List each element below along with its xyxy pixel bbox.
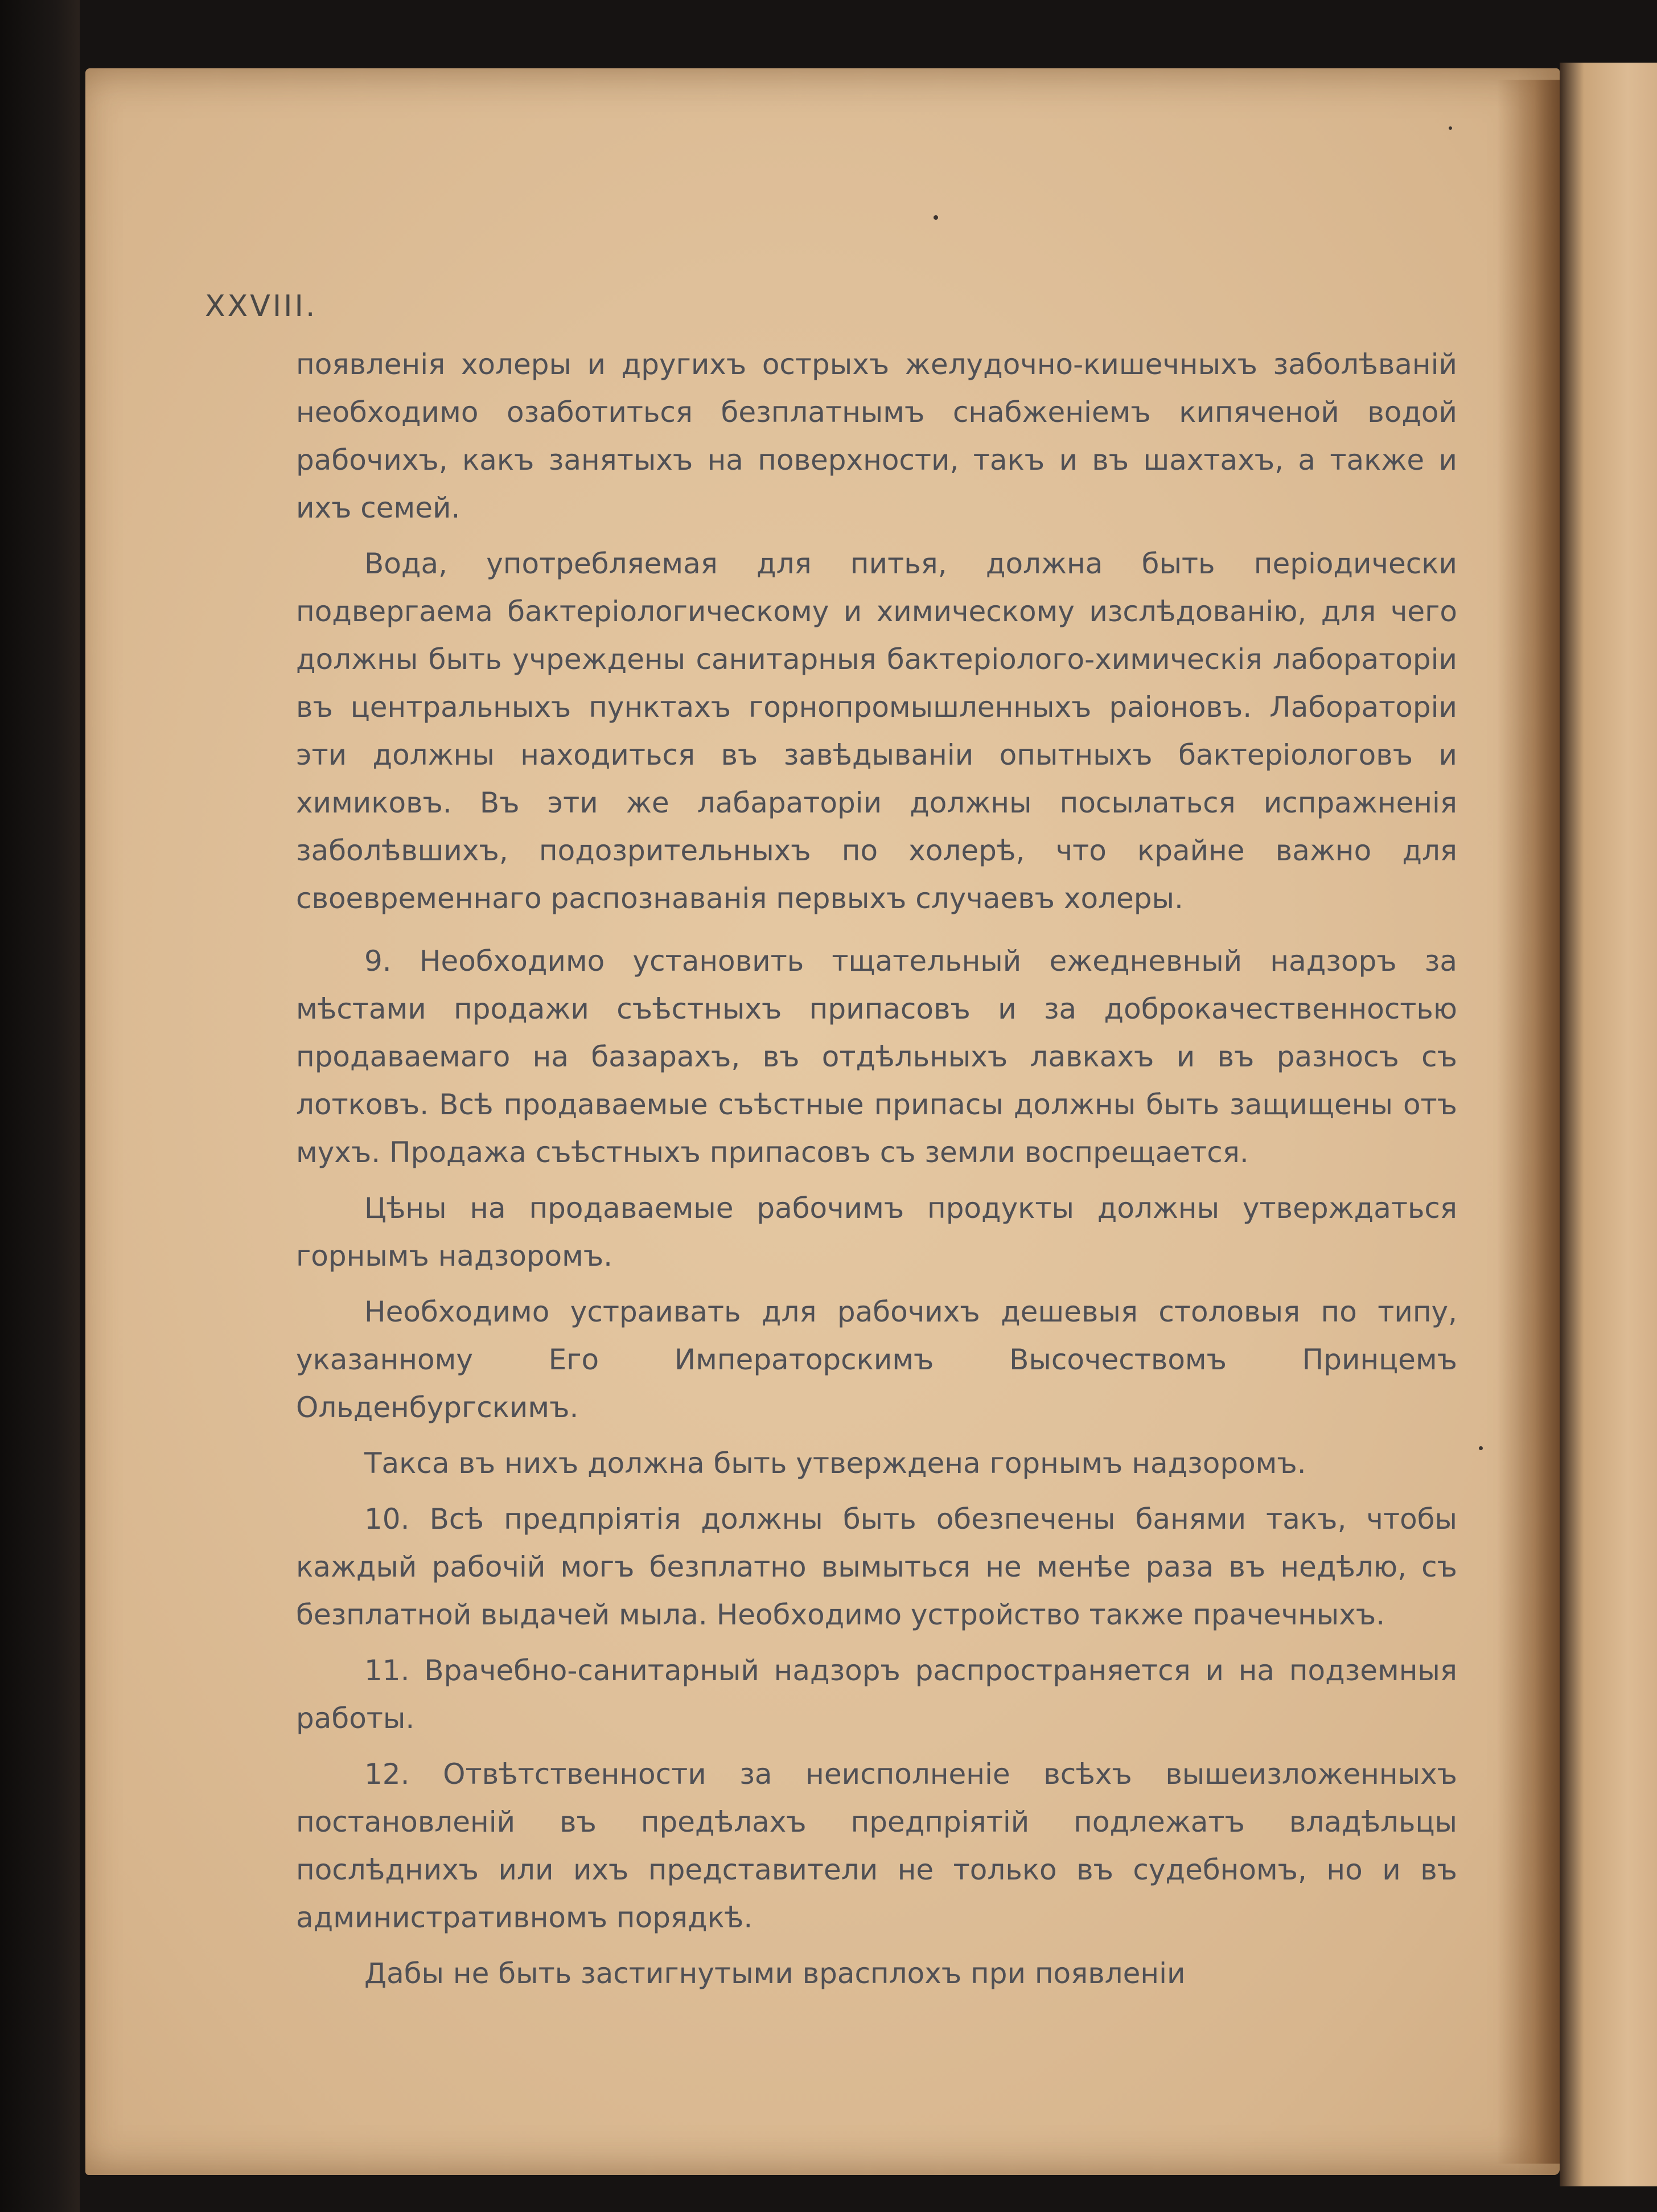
scan-background-left [0, 0, 80, 2212]
paragraph: Необходимо устраивать для рабочихъ дешевыя столовыя по типу, указанному Его Императорскимъ Высочествомъ Принцемъ Ольденбургскимъ. [296, 1295, 1457, 1424]
paragraph: Такса въ нихъ должна быть утверждена горнымъ надзоромъ. [364, 1447, 1306, 1480]
paragraph: появленія холеры и другихъ острыхъ желудочно-кишечныхъ заболѣваній необходимо озаботиться безплатнымъ снабженіемъ кипяченой водой рабочихъ, какъ занятыхъ на поверхности, такъ и въ шахтахъ, а также и ихъ семей. [296, 348, 1457, 524]
facing-page-edge [1560, 63, 1657, 2186]
paragraph-section-9: 9. Необходимо установить тщательный ежедневный надзоръ за мѣстами продажи съѣстныхъ припасовъ и за доброкачественностью продаваемаго на базарахъ, въ отдѣльныхъ лавкахъ и въ разносъ съ лотковъ. Всѣ продаваемые съѣстные припасы должны быть защищены отъ мухъ. Продажа съѣстныхъ припасовъ съ земли воспрещается. [296, 945, 1457, 1169]
paragraph-section-12: 12. Отвѣтственности за неисполненіе всѣхъ вышеизложенныхъ постановленій въ предѣлахъ предпріятій подлежатъ владѣльцы послѣднихъ или ихъ представители не только въ судебномъ, но и въ административномъ порядкѣ. [296, 1758, 1457, 1934]
paragraph-section-10: 10. Всѣ предпріятія должны быть обезпечены банями такъ, чтобы каждый рабочій могъ безплатно вымыться не менѣе раза въ недѣлю, съ безплатной выдачей мыла. Необходимо устройство также прачечныхъ. [296, 1503, 1457, 1631]
paper-speck [1449, 126, 1452, 130]
paper-speck [934, 215, 938, 220]
paragraph: Дабы не быть застигнутыми врасплохъ при появленіи [364, 1957, 1186, 1990]
paragraph: Вода, употребляемая для питья, должна быть періодически подвергаема бактеріологическому и химическому изслѣдованію, для чего должны быть учреждены санитарныя бактеріолого-химическія лабораторіи въ центральныхъ пунктахъ горнопромышленныхъ раіоновъ. Лабораторіи эти должны находиться въ завѣдываніи опытныхъ бактеріологовъ и химиковъ. Въ эти же лабараторіи должны посылаться испражненія заболѣвшихъ, подозрительныхъ по холерѣ, что крайне важно для своевременнаго распознаванія первыхъ случаевъ холеры. [296, 547, 1457, 915]
paragraph: Цѣны на продаваемые рабочимъ продукты должны утверждаться горнымъ надзоромъ. [296, 1192, 1457, 1273]
page-gutter-shadow [1497, 80, 1560, 2164]
page-number: XXVIII. [205, 289, 318, 323]
paragraph-section-11: 11. Врачебно-санитарный надзоръ распространяется и на подземныя работы. [296, 1654, 1457, 1735]
page-body-text [296, 340, 1457, 2005]
paper-speck [1479, 1446, 1483, 1450]
